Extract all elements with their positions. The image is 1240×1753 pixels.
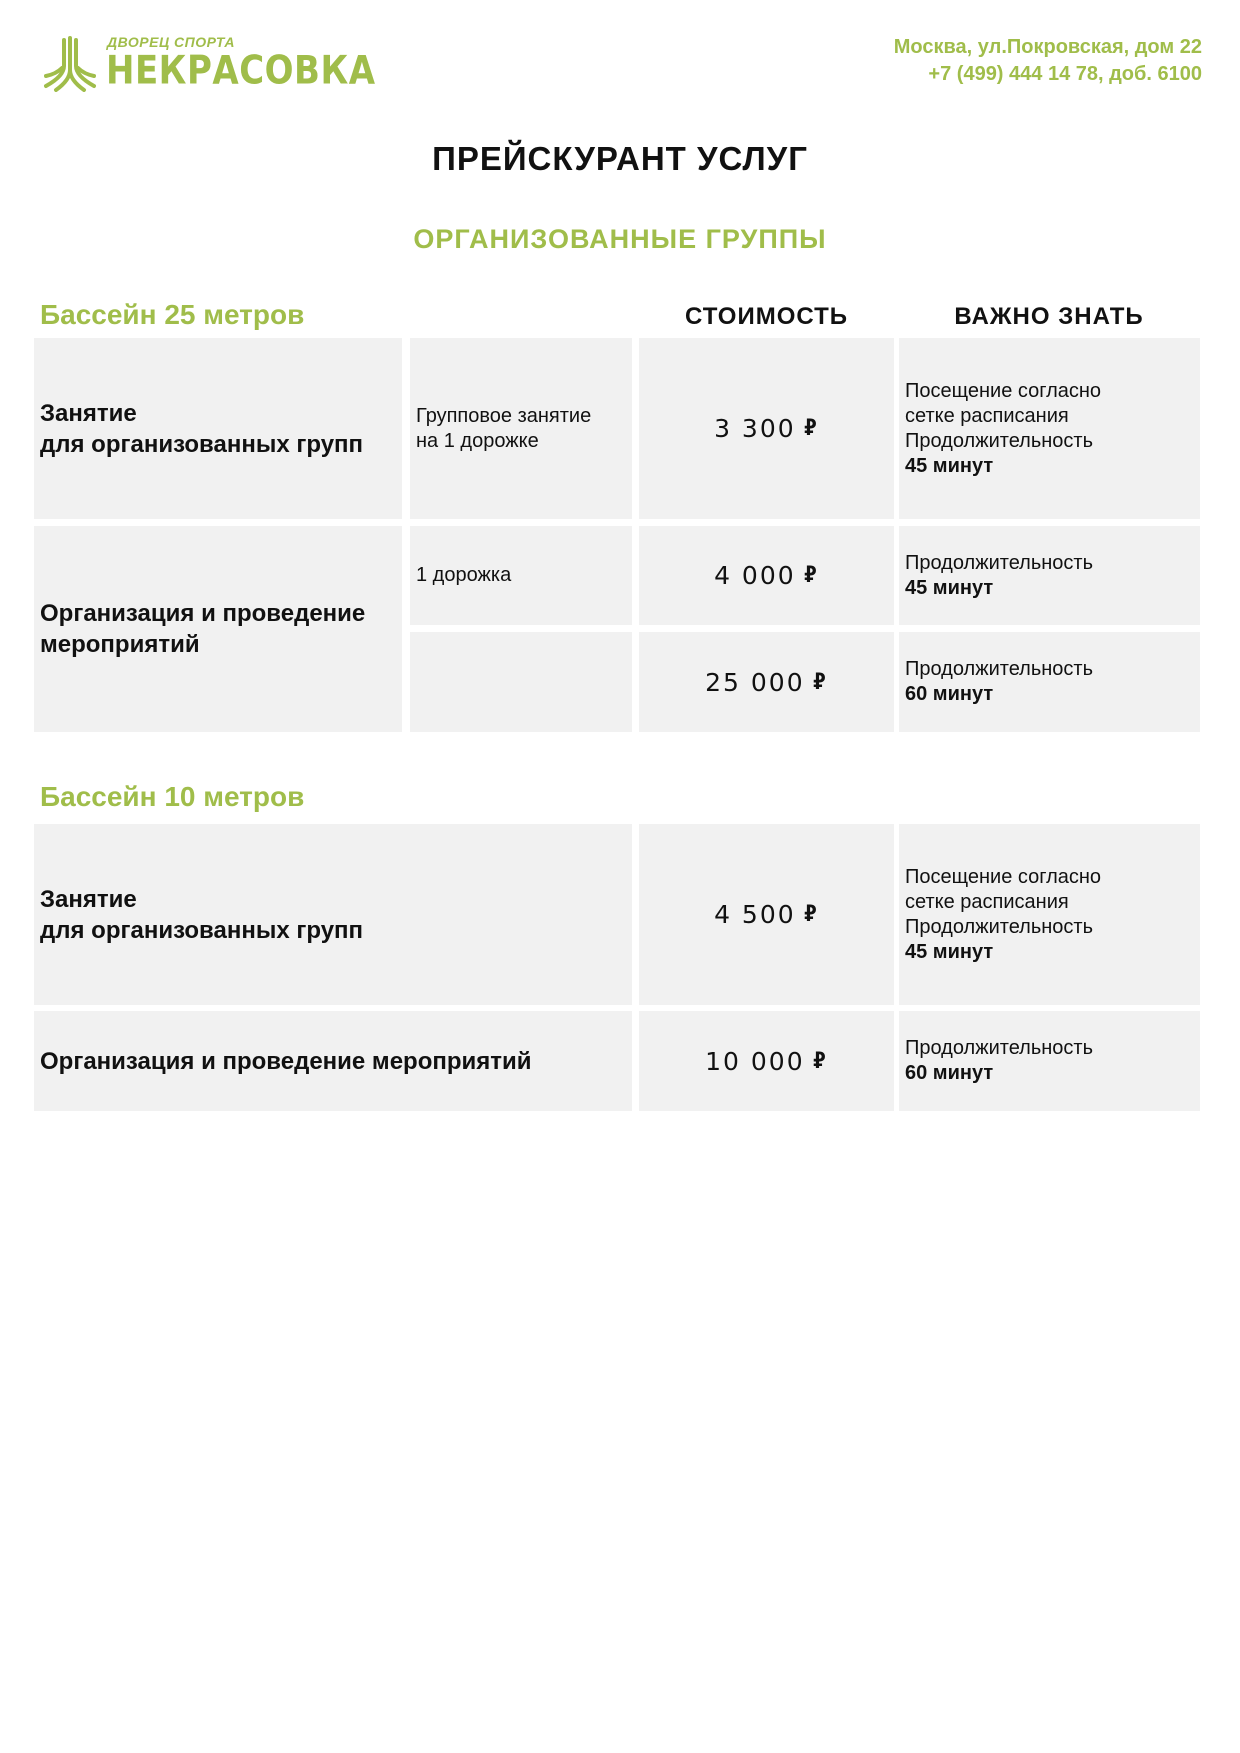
service-name	[34, 598, 365, 660]
info-cell	[899, 1011, 1200, 1111]
ruble-icon: ₽	[803, 902, 819, 927]
column-header-price: СТОИМОСТЬ	[684, 303, 849, 330]
info-line: Продолжительность	[905, 551, 1093, 574]
info-line: Продолжительность	[905, 658, 1093, 680]
info-text	[899, 379, 1101, 479]
info-line: Продолжительность	[905, 1037, 1093, 1059]
info-text	[899, 865, 1101, 965]
price-cell	[639, 338, 894, 519]
contact-block	[894, 34, 1202, 88]
service-description-cell	[410, 338, 632, 519]
logo-icon	[42, 36, 98, 92]
info-duration: 45 минут	[905, 940, 994, 963]
price-cell	[639, 526, 894, 625]
info-cell	[899, 824, 1200, 1005]
logo-caption: ДВОРЕЦ СПОРТА	[107, 34, 236, 50]
page-subtitle: ОРГАНИЗОВАННЫЕ ГРУППЫ	[413, 224, 827, 254]
price-value: 3 300	[714, 414, 796, 443]
address: Москва, ул.Покровская, дом 22	[893, 36, 1202, 58]
info-line: Посещение согласно	[905, 865, 1102, 888]
info-duration: 45 минут	[905, 576, 994, 599]
info-line: сетке расписания	[905, 890, 1069, 913]
service-name	[34, 398, 363, 460]
price-cell	[639, 824, 894, 1005]
info-line: Продолжительность	[905, 429, 1093, 452]
price-value: 25 000	[705, 667, 805, 697]
ruble-icon: ₽	[812, 669, 828, 695]
info-line: Посещение согласно	[905, 379, 1102, 402]
info-text	[899, 551, 1093, 601]
service-name: Организация и проведение мероприятий	[40, 1047, 532, 1075]
service-description: 1 дорожка	[416, 564, 512, 586]
logo	[42, 34, 376, 94]
info-cell	[899, 526, 1200, 625]
section-title-pool-25: Бассейн 25 метров	[40, 299, 305, 330]
phone[interactable]: +7 (499) 444 14 78, доб. 6100	[928, 63, 1202, 85]
service-name-cell	[34, 526, 402, 732]
price-value: 10 000	[705, 1046, 805, 1076]
service-name-line: для организованных групп	[40, 916, 364, 944]
service-name-line: для организованных групп	[40, 430, 364, 458]
price-cell	[639, 1011, 894, 1111]
info-text	[899, 1036, 1093, 1086]
service-name-line: Занятие	[40, 885, 137, 913]
service-name-line: Организация и проведение	[40, 600, 366, 627]
info-cell	[899, 338, 1200, 519]
service-name	[34, 884, 363, 946]
service-name-cell	[34, 1011, 632, 1111]
ruble-icon: ₽	[803, 563, 819, 588]
info-line: сетке расписания	[905, 404, 1069, 427]
info-duration: 60 минут	[905, 683, 994, 705]
service-description	[410, 404, 591, 454]
info-text	[899, 657, 1093, 707]
column-header-info: ВАЖНО ЗНАТЬ	[954, 303, 1144, 330]
info-duration: 60 минут	[905, 1062, 994, 1084]
service-name-line: Занятие	[40, 399, 137, 427]
info-cell	[899, 632, 1200, 732]
logo-wordmark: НЕКРАСОВКА	[106, 48, 376, 94]
service-description-cell	[410, 526, 632, 625]
ruble-icon: ₽	[803, 416, 819, 441]
price-value: 4 000	[714, 561, 796, 590]
service-description-cell	[410, 632, 632, 732]
info-line: Продолжительность	[905, 915, 1093, 938]
page-title: ПРЕЙСКУРАНТ УСЛУГ	[432, 140, 808, 177]
service-name-cell	[34, 824, 632, 1005]
section-title-pool-10: Бассейн 10 метров	[40, 781, 305, 812]
price-cell	[639, 632, 894, 732]
info-duration: 45 минут	[905, 454, 994, 477]
service-name-cell	[34, 338, 402, 519]
description-line: Групповое занятие	[416, 404, 592, 427]
service-name-line: мероприятий	[40, 631, 200, 658]
ruble-icon: ₽	[812, 1048, 828, 1074]
description-line: на 1 дорожке	[416, 429, 539, 452]
price-value: 4 500	[714, 900, 796, 929]
